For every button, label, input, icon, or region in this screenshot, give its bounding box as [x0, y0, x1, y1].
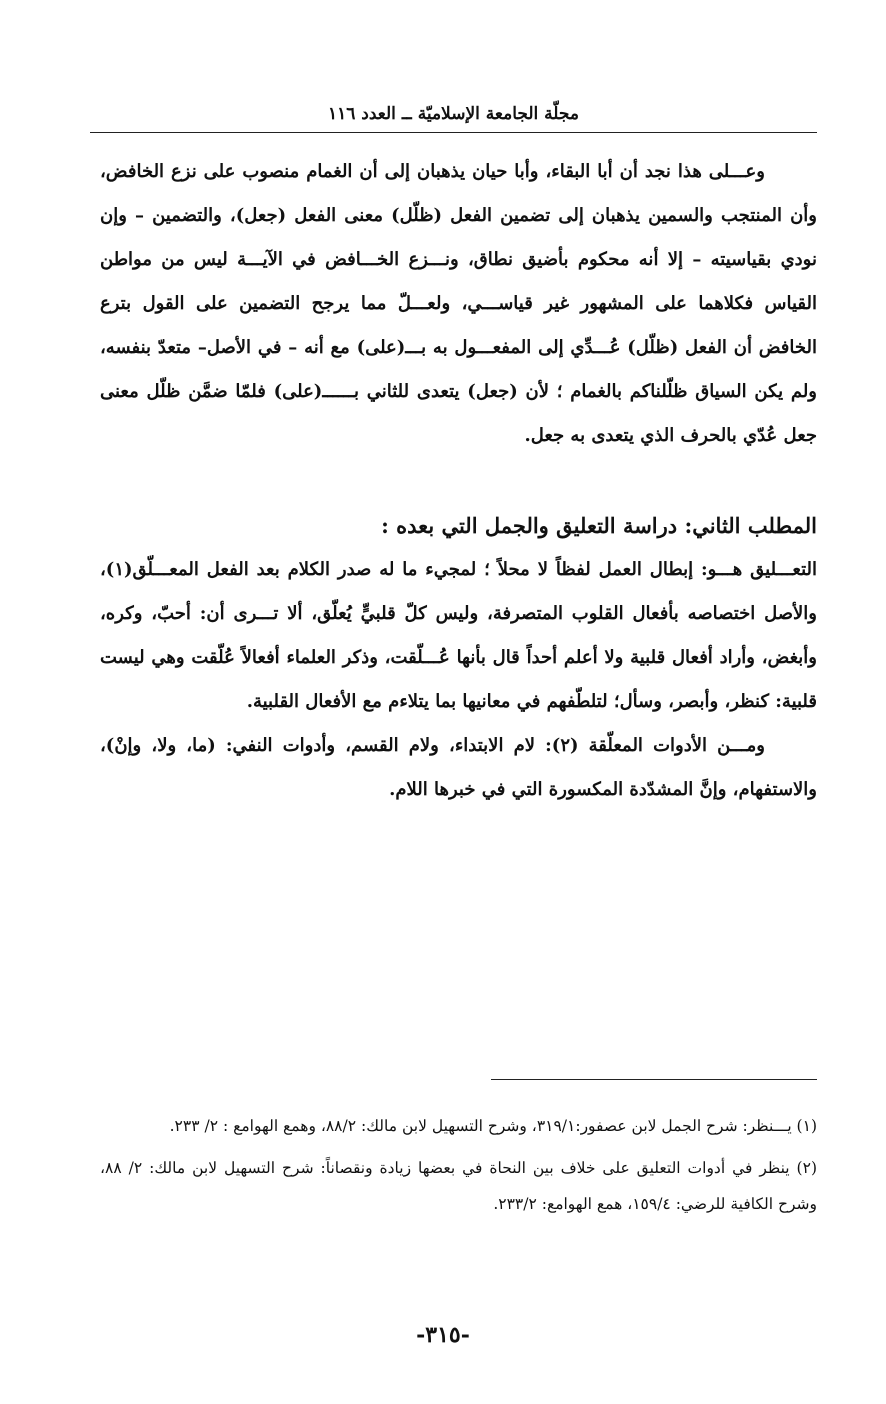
- footnote-1: (١) يـــنظر: شرح الجمل لابن عصفور:٣١٩/١، وشرح التسهيل لابن مالك: ٨٨/٢، وهمع الهوامع : ٢/ ٢٣٣.: [169, 1117, 817, 1135]
- main-text: [100, 150, 817, 812]
- paragraph-2: التعـــليق هـــو: إبطال العمل لفظاً لا محلاً ؛ لمجيء ما له صدر الكلام بعد الفعل المعـــلّق(١)، والأصل اختصاصه بأفعال القلوب المتصرفة، وليس كلّ قلبيٍّ يُعلّق، ألا تـــرى أن: أحبّ، وكره، وأبغض، وأراد أفعال قلبية ولا أعلم أحداً قال بأنها عُـــلّقت، وذكر العلماء أفعالاً عُلّقت وهي ليست قلبية: كنظر، وأبصر، وسأل؛ لتلطّفهم في معانيها بما يتلاءم مع الأفعال القلبية.: [100, 559, 817, 712]
- page-number: -٣١٥-: [416, 1322, 470, 1348]
- section-title: المطلب الثاني: دراسة التعليق والجمل التي بعده :: [381, 513, 817, 538]
- paragraph-gap: [100, 458, 817, 504]
- footnote-2: (٢) ينظر في أدوات التعليق على خلاف بين النحاة في بعضها زيادة ونقصاناً: شرح التسهيل لابن مالك: ٢/ ٨٨، وشرح الكافية للرضي: ١٥٩/٤، همع الهوامع: ٢٣٣/٢.: [100, 1159, 817, 1213]
- paragraph-1: وعـــلى هذا نجد أن أبا البقاء، وأبا حيان يذهبان إلى أن الغمام منصوب على نزع الخافض، وأن المنتجب والسمين يذهبان إلى تضمين الفعل (ظلّل) معنى الفعل (جعل)، والتضمين – وإن نودي بقياسيته – إلا أنه محكوم بأضيق نطاق، ونـــزع الخـــافض في الآيـــة ليس من مواطن القياس فكلاهما على المشهور غير قياســـي، ولعـــلّ مما يرجح التضمين على القول بترع الخافض أن الفعل (ظلّل) عُـــدِّي إلى المفعـــول به بـــ(على) مع أنه – في الأصل– متعدّ بنفسه، ولم يكن السياق ظلّلناكم بالغمام ؛ لأن (جعل) يتعدى للثاني بــــــ(على) فلمّا ضمَّن ظلّل معنى جعل عُدّي بالحرف الذي يتعدى به جعل.: [100, 161, 817, 446]
- footnote-separator: [491, 1079, 817, 1080]
- paragraph-3: ومـــن الأدوات المعلّقة (٢): لام الابتداء، ولام القسم، وأدوات النفي: (ما، ولا، وإنْ)، والاستفهام، وإنَّ المشدّدة المكسورة التي في خبرها اللام.: [100, 735, 817, 800]
- journal-header: مجلّة الجامعة الإسلاميّة ــ العدد ١١٦: [90, 104, 817, 133]
- footnotes: [100, 1108, 817, 1228]
